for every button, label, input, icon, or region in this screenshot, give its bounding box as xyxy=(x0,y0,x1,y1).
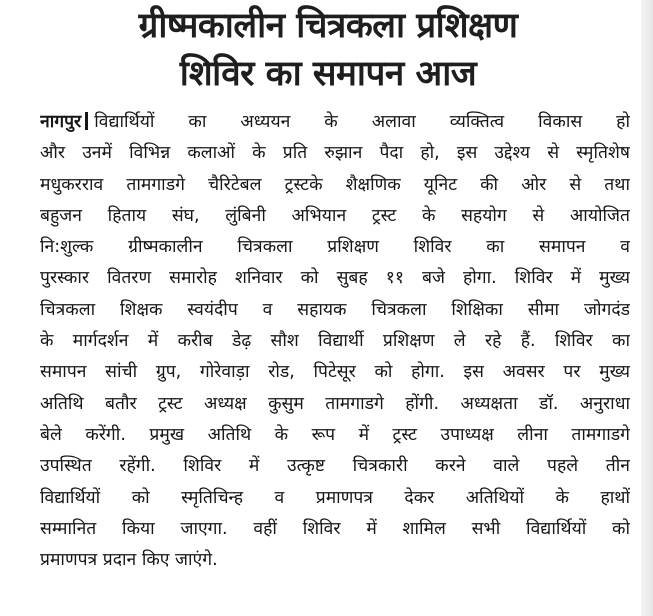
article-line: चित्रकला शिक्षक स्वयंदीप व सहायक चित्रकला शिक्षिका सीमा जोगदंड xyxy=(40,299,630,320)
dateline-separator xyxy=(85,112,88,130)
article-line: बहुजन हिताय संघ, लुंबिनी अभियान ट्रस्ट के सहयोग से आयोजित xyxy=(40,205,630,226)
article-line: प्रमाणपत्र प्रदान किए जाएंगे. xyxy=(40,550,218,571)
headline-line-1: ग्रीष्मकालीन चित्रकला प्रशिक्षण xyxy=(138,6,518,46)
article-line: नि:शुल्क ग्रीष्मकालीन चित्रकला प्रशिक्षण शिविर का समापन व xyxy=(40,237,630,258)
article-line: पुरस्कार वितरण समारोह शनिवार को सुबह ११ बजे होगा. शिविर में मुख्य xyxy=(40,268,630,289)
article-line: अतिथि बतौर ट्रस्ट अध्यक्ष कुसुम तामगाडगे होंगी. अध्यक्षता डॉ. अनुराधा xyxy=(40,393,630,414)
article-line: मधुकरराव तामगाडगे चैरिटेबल ट्रस्टके शैक्षणिक यूनिट की ओर से तथा xyxy=(40,174,630,195)
article-line: सम्मानित किया जाएगा. वहीं शिविर में शामिल सभी विद्यार्थियों को xyxy=(40,518,630,539)
article-line-text: विद्यार्थियों का अध्ययन के अलावा व्यक्तित्व विकास हो xyxy=(94,112,630,132)
article-line: उपस्थित रहेंगी. शिविर में उत्कृष्ट चित्रकारी करने वाले पहले तीन xyxy=(40,456,630,477)
dateline: नागपुर xyxy=(40,112,82,132)
article-line: समापन सांची ग्रुप, गोरेवाड़ा रोड, पिटेसूर को होगा. इस अवसर पर मुख्य xyxy=(40,362,630,383)
headline-line-2: शिविर का समापन आज xyxy=(179,54,477,94)
article-line xyxy=(40,107,630,138)
article-line: और उनमें विभिन्न कलाओं के प्रति रुझान पैदा हो, इस उद्देश्य से स्मृतिशेष xyxy=(40,143,630,164)
article-line: बेले करेंगी. प्रमुख अतिथि के रूप में ट्रस्ट उपाध्यक्ष लीना तामगाडगे xyxy=(40,424,630,445)
page-edge-shadow xyxy=(641,0,653,616)
article-line: विद्यार्थियों को स्मृतिचिन्ह व प्रमाणपत्र देकर अतिथियों के हाथों xyxy=(40,487,630,508)
article-body xyxy=(40,107,630,576)
article-line: के मार्गदर्शन में करीब डेढ़ सौश विद्यार्थी प्रशिक्षण ले रहे हैं. शिविर का xyxy=(40,331,630,352)
